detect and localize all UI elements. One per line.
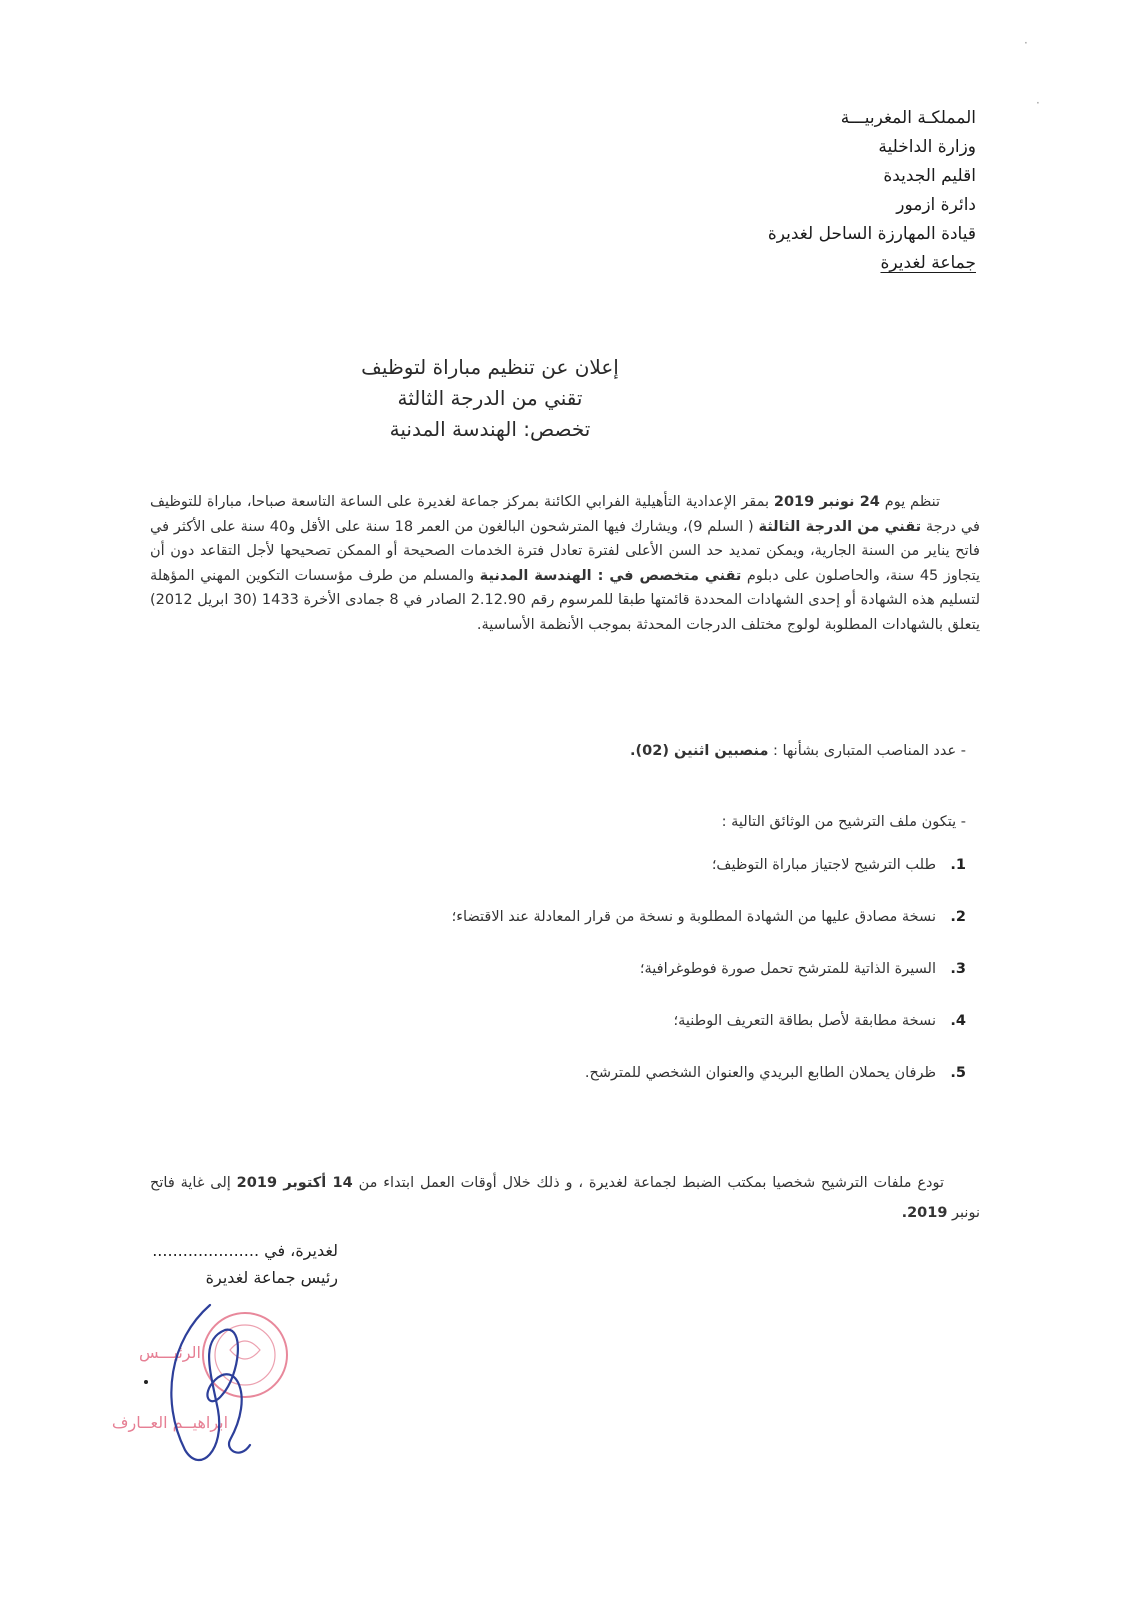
posts-label: - عدد المناصب المتبارى بشأنها :: [768, 743, 966, 759]
title-line-1: إعلان عن تنظيم مباراة لتوظيف: [361, 355, 619, 379]
item-text: نسخة مصادق عليها من الشهادة المطلوبة و نسخة من قرار المعادلة عند الاقتضاء؛: [451, 909, 936, 925]
official-stamp: [50, 1300, 310, 1470]
title-line-2: تقني من الدرجة الثالثة: [397, 386, 583, 410]
item-text: السيرة الذاتية للمترشح تحمل صورة فوطوغرافية؛: [639, 961, 936, 977]
closing-text: إلى غاية فاتح نونبر: [150, 1175, 980, 1221]
scan-mark: ·: [1024, 36, 1028, 50]
signature-role: رئيس جماعة لغديرة: [205, 1268, 338, 1287]
closing-text: تودع ملفات الترشيح شخصيا بمكتب الضبط لجماعة لغديرة ، و ذلك خلال أوقات العمل ابتداء من: [352, 1175, 944, 1191]
list-item: [286, 853, 966, 905]
item-number: 3.: [950, 961, 966, 977]
item-number: 1.: [950, 857, 966, 873]
submission-start: 14 أكتوبر 2019: [236, 1175, 353, 1191]
item-number: 4.: [950, 1013, 966, 1029]
body-text: ( السلم 9)، ويشارك فيها المترشحون البالغون من العمر 18 سنة على الأقل و40 سنة على الأكثر في فاتح يناير من السنة الجارية، ويمكن تمديد حد السن الأعلى لفترة تعادل فترة الخدمات الصحيحة أو الممكن تصحيحها لأجل التقاعد دون أن يتجاوز 45 سنة، والحاصلون على دبلوم: [150, 518, 980, 584]
documents-list: [286, 853, 966, 1113]
posts-count: [266, 740, 966, 762]
letterhead-kingdom: المملكـة المغربيـــة: [840, 108, 976, 128]
letterhead-province: اقليم الجديدة: [883, 166, 976, 186]
list-item: [286, 905, 966, 957]
item-text: ظرفان يحملان الطابع البريدي والعنوان الشخصي للمترشح.: [584, 1065, 936, 1081]
body-text: والمسلم من طرف مؤسسات التكوين المهني المؤهلة لتسليم هذه الشهادة أو إحدى الشهادات المحددة قائمتها طبقا للمرسوم رقم 2.12.90 الصادر في 8 جمادى الأخرة 1433 (30 ابريل 2012) يتعلق بالشهادات المطلوبة لولوج مختلف الدرجات المحدثة بموجب الأنظمة الأساسية.: [150, 567, 980, 633]
documents-intro: - يتكون ملف الترشيح من الوثائق التالية :: [721, 814, 966, 830]
letterhead-caidat: قيادة المهارزة الساحل لغديرة: [767, 224, 976, 244]
signature-place: لغديرة، في .....................: [152, 1241, 338, 1260]
handwritten-signature: [171, 1305, 250, 1460]
scan-mark: ·: [1036, 96, 1040, 110]
announcement-title: [300, 352, 680, 445]
item-number: 2.: [950, 909, 966, 925]
submission-paragraph: [150, 1168, 980, 1228]
list-item: [286, 957, 966, 1009]
posts-value: منصبين اثنين (02).: [630, 743, 769, 759]
grade: تقني من الدرجة الثالثة: [758, 518, 922, 535]
signature-block: [68, 1237, 338, 1291]
stamp-name: ابراهيــم العــارف: [111, 1413, 229, 1432]
stamp-seal: [203, 1313, 287, 1397]
letterhead-ministry: وزارة الداخلية: [878, 137, 976, 157]
item-text: طلب الترشيح لاجتياز مباراة التوظيف؛: [711, 857, 936, 873]
announcement-body: [150, 490, 980, 637]
list-item: [286, 1009, 966, 1061]
item-text: نسخة مطابقة لأصل بطاقة التعريف الوطنية؛: [673, 1013, 936, 1029]
letterhead-commune: جماعة لغديرة: [880, 253, 976, 273]
exam-date: 24 نونبر 2019: [773, 494, 880, 510]
ink-dot: [144, 1380, 148, 1384]
list-item: [286, 1061, 966, 1113]
item-number: 5.: [950, 1065, 966, 1081]
body-text: تنظم يوم: [879, 494, 941, 510]
letterhead-circle: دائرة ازمور: [896, 195, 976, 215]
title-line-3: تخصص: الهندسة المدنية: [389, 417, 591, 441]
specialty: تقني متخصص في : الهندسة المدنية: [479, 567, 742, 584]
submission-end: 2019.: [901, 1205, 948, 1221]
body-text: بمقر الإعدادية التأهيلية الفرابي الكائنة بمركز جماعة لغديرة على الساعة التاسعة صباحا، مباراة للتوظيف في درجة: [150, 494, 980, 535]
stamp-title: الرئيـــس: [139, 1343, 201, 1362]
letterhead: [496, 104, 976, 278]
